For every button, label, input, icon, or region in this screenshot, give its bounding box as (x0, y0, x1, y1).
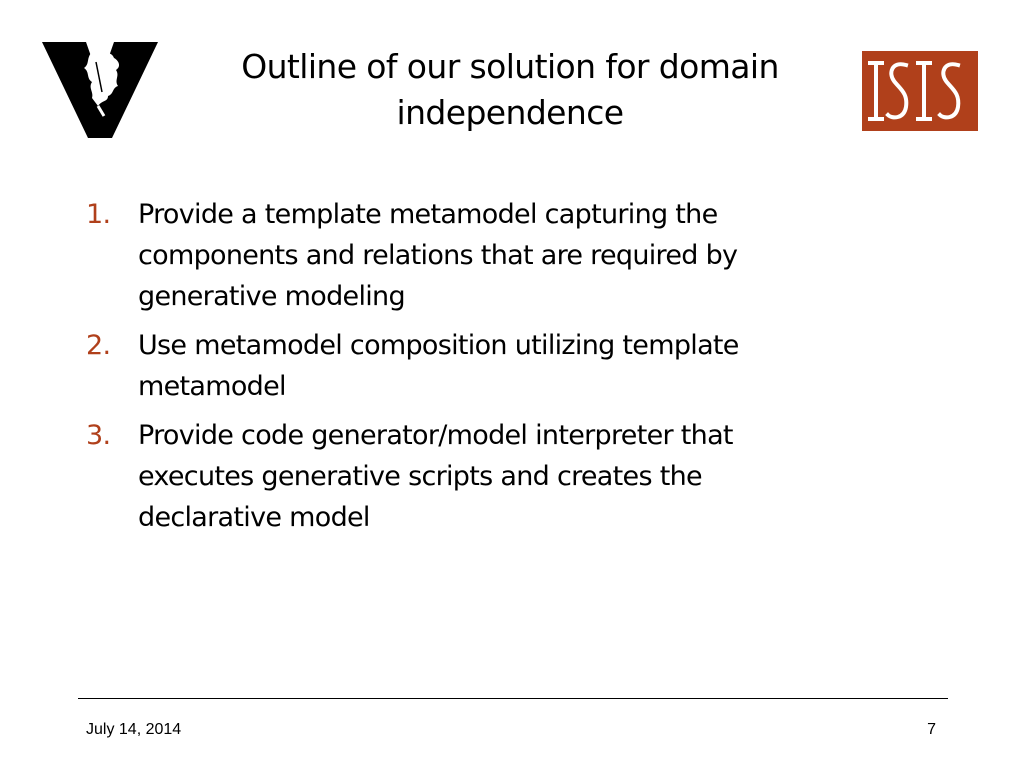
solution-outline-list (86, 194, 876, 546)
list-item (86, 415, 876, 538)
list-item (86, 325, 876, 407)
list-item-line: metamodel (138, 371, 286, 402)
page-number: 7 (927, 721, 936, 738)
slide-title (180, 44, 840, 136)
list-item (86, 194, 876, 317)
list-item-number: 3. (86, 420, 111, 451)
footer-divider (78, 698, 948, 699)
list-item-line: Provide code generator/model interpreter that (138, 420, 733, 451)
list-item-number: 2. (86, 330, 111, 361)
oak-leaf-v-icon (42, 42, 158, 138)
vanderbilt-logo (42, 42, 158, 138)
list-item-line: generative modeling (138, 281, 405, 312)
title-line-1: Outline of our solution for domain (241, 47, 779, 86)
list-item-line: Use metamodel composition utilizing template (138, 330, 739, 361)
list-item-line: executes generative scripts and creates the (138, 461, 702, 492)
isis-logo (862, 51, 978, 131)
list-item-line: Provide a template metamodel capturing the (138, 199, 718, 230)
isis-mark-icon (862, 51, 978, 131)
list-item-line: declarative model (138, 502, 370, 533)
footer-date: July 14, 2014 (86, 721, 182, 738)
list-item-line: components and relations that are required by (138, 240, 738, 271)
title-line-2: independence (396, 93, 624, 132)
list-item-number: 1. (86, 199, 111, 230)
